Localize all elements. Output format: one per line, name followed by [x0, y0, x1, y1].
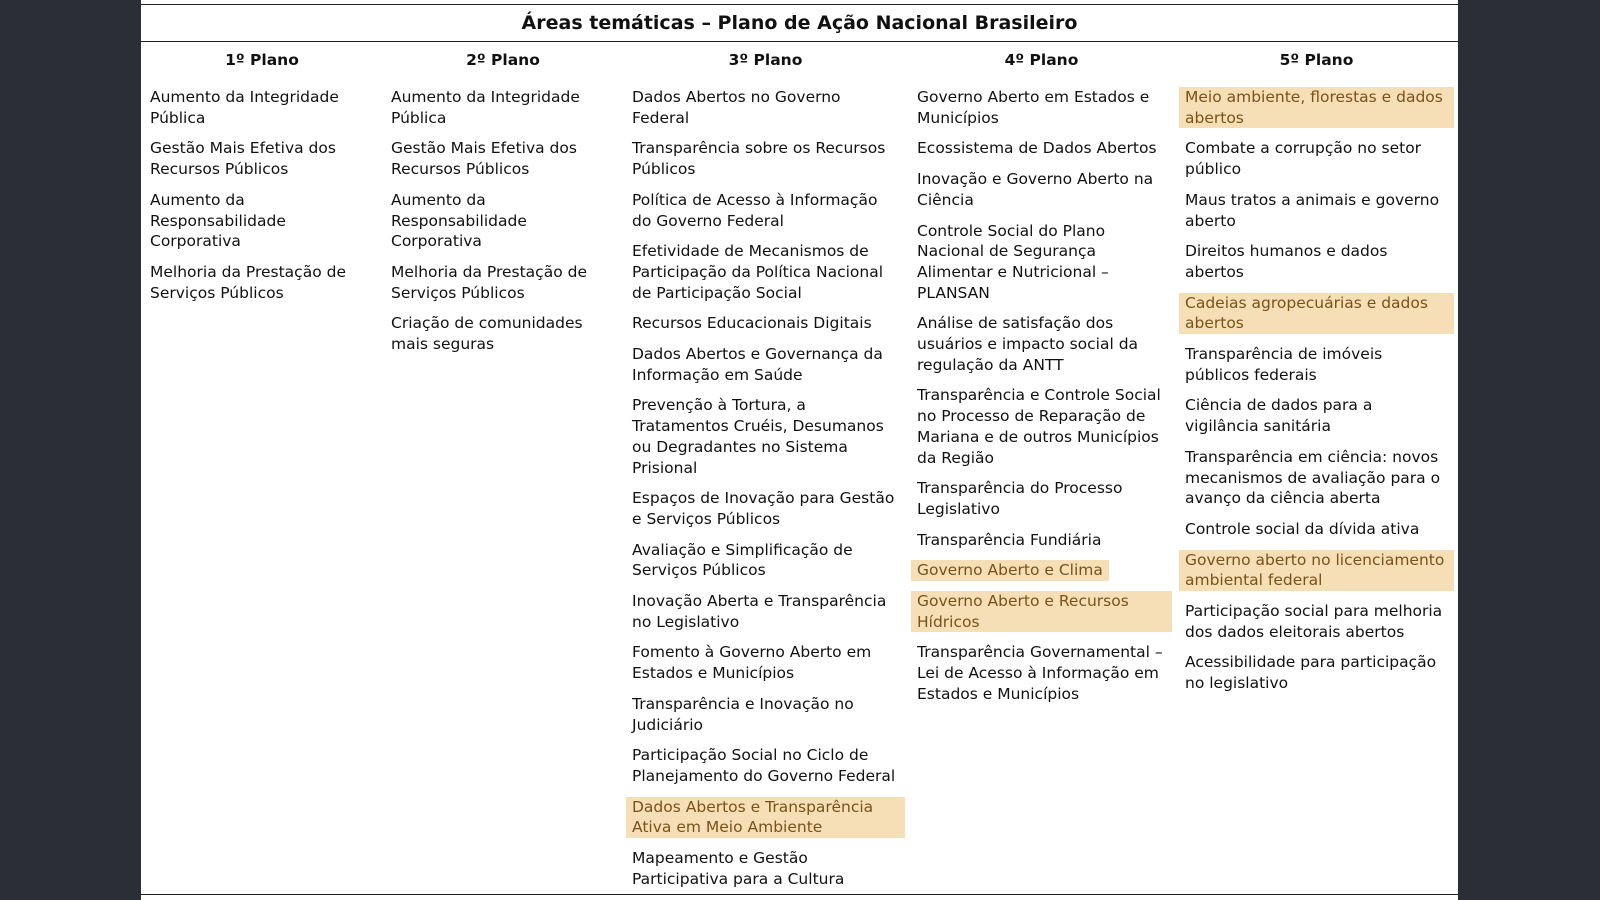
topic-item-highlighted: Governo aberto no licenciamento ambiental federal: [1179, 550, 1454, 591]
topic-item: Participação Social no Ciclo de Planejamento do Governo Federal: [632, 746, 896, 785]
topic-item: Acessibilidade para participação no legislativo: [1185, 653, 1437, 693]
topic-item: Ecossistema de Dados Abertos: [917, 139, 1157, 158]
slide: [141, 0, 1458, 900]
bottom-rule: [141, 894, 1458, 895]
column-plan-5: [1179, 48, 1454, 704]
topic-item: Transparência Governamental – Lei de Acesso à Informação em Estados e Municípios: [917, 643, 1163, 703]
topic-item: Gestão Mais Efetiva dos Recursos Públicos: [150, 139, 336, 179]
topic-item-highlighted: Governo Aberto e Recursos Hídricos: [911, 591, 1172, 632]
topic-item: Avaliação e Simplificação de Serviços Públicos: [632, 540, 853, 580]
topic-item: Transparência do Processo Legislativo: [917, 479, 1123, 518]
topic-item: Espaços de Inovação para Gestão e Serviços Públicos: [632, 489, 895, 528]
column-header: 3º Plano: [728, 51, 803, 69]
slide-title: Áreas temáticas – Plano de Ação Nacional Brasileiro: [521, 12, 1078, 34]
topic-item: Gestão Mais Efetiva dos Recursos Públicos: [391, 139, 577, 179]
column-header: 4º Plano: [1004, 51, 1079, 69]
topic-item: Análise de satisfação dos usuários e impacto social da regulação da ANTT: [917, 314, 1139, 374]
topic-item-highlighted: Meio ambiente, florestas e dados abertos: [1179, 87, 1454, 128]
topic-item: Direitos humanos e dados abertos: [1185, 242, 1388, 281]
topic-item: Combate a corrupção no setor público: [1185, 139, 1422, 179]
topic-item: Efetividade de Mecanismos de Participação da Política Nacional de Participação Social: [632, 242, 884, 302]
topic-item: Transparência de imóveis públicos federais: [1185, 345, 1383, 384]
topic-list: [1179, 87, 1454, 694]
column-header: 5º Plano: [1279, 51, 1354, 69]
topic-item: Política de Acesso à Informação do Governo Federal: [632, 190, 878, 230]
column-plan-1: [144, 48, 380, 313]
topic-item: Dados Abertos e Governança da Informação em Saúde: [632, 345, 883, 384]
topic-item: Transparência Fundiária: [917, 530, 1102, 549]
topic-item-highlighted: Dados Abertos e Transparência Ativa em Meio Ambiente: [626, 797, 905, 838]
topic-item: Melhoria da Prestação de Serviços Públicos: [391, 262, 587, 302]
top-rule: [141, 4, 1458, 5]
topic-list: [911, 87, 1172, 705]
topic-list: [144, 87, 380, 303]
topic-item: Prevenção à Tortura, a Tratamentos Cruéis, Desumanos ou Degradantes no Sistema Prisional: [632, 396, 884, 477]
topic-list: [385, 87, 621, 355]
topic-item: Participação social para melhoria dos dados eleitorais abertos: [1185, 602, 1443, 641]
topic-item: Dados Abertos no Governo Federal: [632, 88, 841, 127]
column-plan-3: [626, 48, 905, 900]
topic-item: Inovação e Governo Aberto na Ciência: [917, 170, 1154, 209]
topic-item: Maus tratos a animais e governo aberto: [1185, 190, 1440, 230]
topic-item: Mapeamento e Gestão Participativa para a Cultura: [632, 849, 845, 888]
topic-item: Transparência em ciência: novos mecanismos de avaliação para o avanço da ciência aberta: [1185, 447, 1441, 508]
column-plan-2: [385, 48, 621, 365]
column-header: 1º Plano: [225, 51, 299, 69]
topic-item: Fomento à Governo Aberto em Estados e Municípios: [632, 643, 872, 683]
topic-item: Aumento da Integridade Pública: [150, 88, 339, 127]
topic-item: Transparência e Controle Social no Processo de Reparação de Mariana e de outros Municípios da Região: [917, 386, 1161, 467]
topic-item: Transparência e Inovação no Judiciário: [632, 694, 854, 734]
topic-item: Recursos Educacionais Digitais: [632, 314, 872, 333]
topic-list: [626, 87, 905, 890]
topic-item: Controle Social do Plano Nacional de Segurança Alimentar e Nutricional – PLANSAN: [917, 221, 1109, 302]
topic-item: Inovação Aberta e Transparência no Legislativo: [632, 592, 887, 631]
topic-item: Aumento da Responsabilidade Corporativa: [150, 190, 286, 251]
topic-item-highlighted: Governo Aberto e Clima: [911, 560, 1109, 581]
topic-item: Melhoria da Prestação de Serviços Públicos: [150, 262, 346, 302]
topic-item: Ciência de dados para a vigilância sanitária: [1185, 396, 1373, 436]
title-rule: [141, 41, 1458, 42]
column-header: 2º Plano: [466, 51, 540, 69]
topic-item: Transparência sobre os Recursos Públicos: [632, 139, 886, 179]
topic-item: Aumento da Responsabilidade Corporativa: [391, 190, 527, 251]
column-plan-4: [911, 48, 1172, 715]
topic-item: Controle social da dívida ativa: [1185, 519, 1420, 538]
topic-item: Aumento da Integridade Pública: [391, 88, 580, 127]
topic-item: Governo Aberto em Estados e Municípios: [917, 88, 1150, 127]
topic-item: Criação de comunidades mais seguras: [391, 314, 583, 354]
topic-item-highlighted: Cadeias agropecuárias e dados abertos: [1179, 293, 1454, 334]
